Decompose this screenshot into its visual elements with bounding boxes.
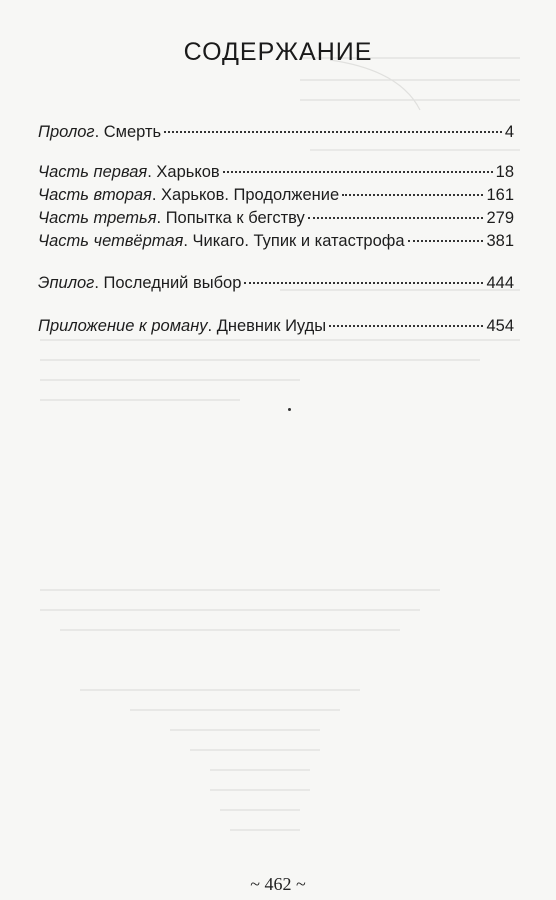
toc-entry-epilogue[interactable] xyxy=(38,272,514,294)
toc-entry-title: Приложение к роману. Дневник Иуды xyxy=(38,317,327,335)
toc-entry-page: 161 xyxy=(486,186,514,204)
toc-entry-subtitle: Харьков xyxy=(156,163,220,181)
toc-entry-title: Пролог. Смерть xyxy=(38,123,162,141)
page-title: СОДЕРЖАНИЕ xyxy=(183,38,373,66)
toc-entry-part-4[interactable] xyxy=(38,230,514,252)
toc-entry-label: Пролог xyxy=(38,123,95,141)
toc-entry-page: 444 xyxy=(486,274,514,292)
toc-entry-label: Приложение к роману xyxy=(38,317,208,335)
dot-leader xyxy=(342,194,483,196)
toc-entry-page: 18 xyxy=(495,163,514,181)
toc-entry-subtitle: Попытка к бегству xyxy=(165,209,305,227)
toc-entry-label: Часть вторая xyxy=(38,186,152,204)
toc-entry-page: 279 xyxy=(486,209,514,227)
toc-entry-appendix[interactable] xyxy=(38,315,514,337)
toc-entry-subtitle: Дневник Иуды xyxy=(216,317,327,335)
toc-entry-part-3[interactable] xyxy=(38,207,514,229)
toc-entry-page: 381 xyxy=(486,232,514,250)
toc-entry-subtitle: Смерть xyxy=(103,123,162,141)
dot-leader xyxy=(408,240,484,242)
dot-leader xyxy=(223,171,493,173)
toc-entry-label: Часть четвёртая xyxy=(38,232,184,250)
toc-entry-title: Эпилог. Последний выбор xyxy=(38,274,242,292)
toc-entry-prologue[interactable] xyxy=(38,121,514,143)
toc-entry-title: Часть первая. Харьков xyxy=(38,163,220,181)
toc-entry-subtitle: Харьков. Продолжение xyxy=(161,186,340,204)
toc-entry-title: Часть вторая. Харьков. Продолжение xyxy=(38,186,340,204)
toc-entry-part-1[interactable] xyxy=(38,161,514,183)
dot-leader xyxy=(329,325,483,327)
toc-entry-subtitle: Чикаго. Тупик и катастрофа xyxy=(192,232,405,250)
toc-entry-label: Часть первая xyxy=(38,163,148,181)
page-number: ~ 462 ~ xyxy=(250,874,306,894)
toc-entry-label: Часть третья xyxy=(38,209,157,227)
dot-leader xyxy=(308,217,484,219)
toc-entry-subtitle: Последний выбор xyxy=(103,274,242,292)
toc-entry-label: Эпилог xyxy=(38,274,95,292)
toc-entry-title: Часть четвёртая. Чикаго. Тупик и катастрофа xyxy=(38,232,405,250)
toc-entry-page: 4 xyxy=(504,123,514,141)
toc-entry-part-2[interactable] xyxy=(38,184,514,206)
toc-entry-title: Часть третья. Попытка к бегству xyxy=(38,209,305,227)
dot-leader xyxy=(164,131,502,133)
ink-speck xyxy=(288,408,291,411)
toc-entry-page: 454 xyxy=(486,317,514,335)
dot-leader xyxy=(244,282,483,284)
